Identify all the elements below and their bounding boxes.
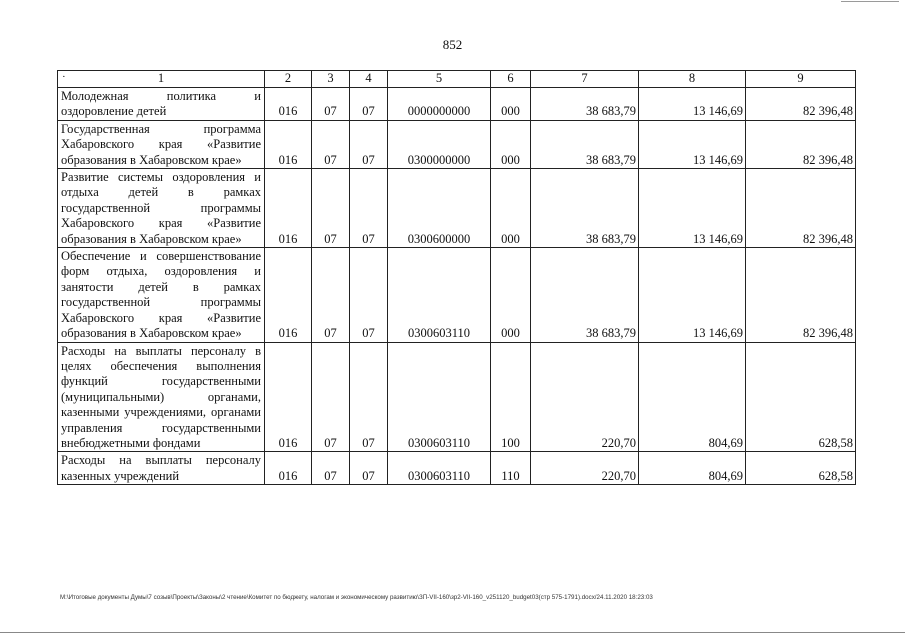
row-name: Расходы на выплаты персоналу казенных учреждений <box>58 452 265 485</box>
row-amount-col8: 13 146,69 <box>639 120 746 168</box>
header-mark: · <box>62 71 66 83</box>
column-header-2: 2 <box>265 71 312 88</box>
column-number-header-row <box>58 71 856 88</box>
table-row <box>58 120 856 168</box>
row-section-code: 07 <box>312 248 350 342</box>
column-header-9: 9 <box>746 71 856 88</box>
row-section-code: 07 <box>312 452 350 485</box>
row-amount-col8: 13 146,69 <box>639 169 746 248</box>
row-section-code: 07 <box>312 120 350 168</box>
row-amount-col7: 220,70 <box>531 452 639 485</box>
row-subsection-code: 07 <box>350 248 388 342</box>
row-ministry-code: 016 <box>265 120 312 168</box>
row-target-code: 0300603110 <box>388 452 491 485</box>
row-amount-col7: 38 683,79 <box>531 169 639 248</box>
column-header-7: 7 <box>531 71 639 88</box>
row-amount-col8: 13 146,69 <box>639 88 746 121</box>
table-row <box>58 248 856 342</box>
row-ministry-code: 016 <box>265 342 312 452</box>
table-row <box>58 169 856 248</box>
row-amount-col7: 38 683,79 <box>531 120 639 168</box>
row-amount-col9: 628,58 <box>746 452 856 485</box>
row-amount-col8: 13 146,69 <box>639 248 746 342</box>
bottom-edge-line <box>0 632 905 633</box>
column-header-6: 6 <box>491 71 531 88</box>
row-amount-col8: 804,69 <box>639 452 746 485</box>
row-expense-type-code: 110 <box>491 452 531 485</box>
column-header-4: 4 <box>350 71 388 88</box>
row-amount-col7: 220,70 <box>531 342 639 452</box>
row-amount-col7: 38 683,79 <box>531 88 639 121</box>
row-ministry-code: 016 <box>265 248 312 342</box>
row-expense-type-code: 100 <box>491 342 531 452</box>
column-header-8: 8 <box>639 71 746 88</box>
row-amount-col9: 82 396,48 <box>746 248 856 342</box>
column-header-1-label: 1 <box>157 71 165 86</box>
row-expense-type-code: 000 <box>491 88 531 121</box>
row-target-code: 0300603110 <box>388 248 491 342</box>
table-row <box>58 88 856 121</box>
row-name: Развитие системы оздоровления и отдыха детей в рамках государственной программы Хабаровского края «Развитие образования в Хабаровском крае» <box>58 169 265 248</box>
row-subsection-code: 07 <box>350 342 388 452</box>
row-subsection-code: 07 <box>350 120 388 168</box>
row-amount-col9: 82 396,48 <box>746 169 856 248</box>
row-name: Расходы на выплаты персоналу в целях обеспечения выполнения функций государственными (муниципальными) органами, казенными учреждениями, органами управления государственными внебюджетными фондами <box>58 342 265 452</box>
row-name: Государственная программа Хабаровского края «Развитие образования в Хабаровском крае» <box>58 120 265 168</box>
row-name: Молодежная политика и оздоровление детей <box>58 88 265 121</box>
budget-table <box>57 70 856 485</box>
column-header-1 <box>58 71 265 88</box>
table-row <box>58 452 856 485</box>
row-amount-col9: 82 396,48 <box>746 120 856 168</box>
row-expense-type-code: 000 <box>491 169 531 248</box>
row-section-code: 07 <box>312 88 350 121</box>
page-number: 852 <box>442 37 463 52</box>
row-target-code: 0300000000 <box>388 120 491 168</box>
row-ministry-code: 016 <box>265 169 312 248</box>
row-target-code: 0000000000 <box>388 88 491 121</box>
row-target-code: 0300600000 <box>388 169 491 248</box>
row-subsection-code: 07 <box>350 88 388 121</box>
footer-file-path: M:\Итоговые документы Думы\7 созыв\Проекты\Законы\2 чтение\Комитет по бюджету, налогам и экономическому развитию\ЗП-VII-160\зр2-VII-160_v251120_budget03(стр 575-1791).docx/24.11.2020 18:23:03 <box>60 594 653 601</box>
column-header-5: 5 <box>388 71 491 88</box>
row-amount-col8: 804,69 <box>639 342 746 452</box>
row-amount-col9: 82 396,48 <box>746 88 856 121</box>
row-target-code: 0300603110 <box>388 342 491 452</box>
row-expense-type-code: 000 <box>491 120 531 168</box>
row-amount-col7: 38 683,79 <box>531 248 639 342</box>
row-amount-col9: 628,58 <box>746 342 856 452</box>
row-subsection-code: 07 <box>350 169 388 248</box>
top-edge-line <box>841 1 899 2</box>
table-row <box>58 342 856 452</box>
row-ministry-code: 016 <box>265 452 312 485</box>
row-ministry-code: 016 <box>265 88 312 121</box>
column-header-3: 3 <box>312 71 350 88</box>
row-subsection-code: 07 <box>350 452 388 485</box>
row-name: Обеспечение и совершенствование форм отдыха, оздоровления и занятости детей в рамках государственной программы Хабаровского края «Развитие образования в Хабаровском крае» <box>58 248 265 342</box>
row-section-code: 07 <box>312 342 350 452</box>
row-expense-type-code: 000 <box>491 248 531 342</box>
row-section-code: 07 <box>312 169 350 248</box>
